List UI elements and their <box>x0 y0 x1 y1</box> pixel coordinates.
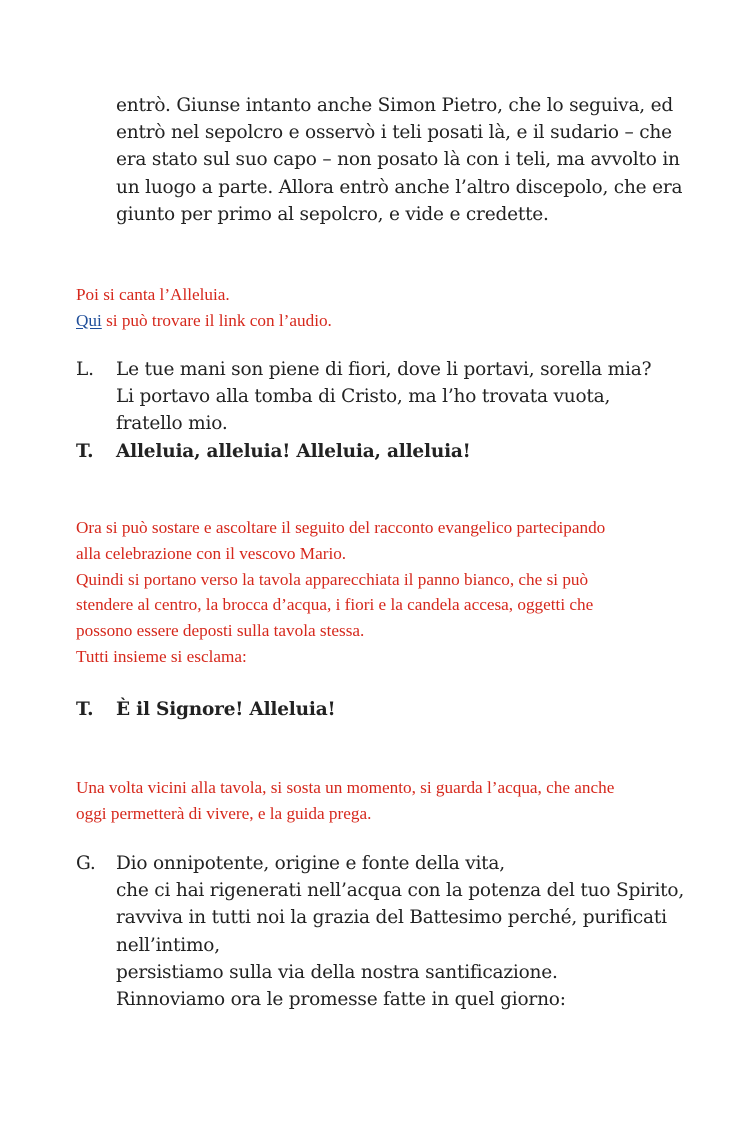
dialog-line <box>76 410 676 437</box>
rubric-line: Una volta vicini alla tavola, si sosta un momento, si guarda l’acqua, che anche <box>76 778 615 797</box>
rubric-line: Tutti insieme si esclama: <box>76 646 247 666</box>
speaker-guide: G. <box>76 853 96 874</box>
speaker-all: T. <box>76 440 94 462</box>
dialog-line <box>76 383 676 410</box>
rubric-link-suffix: si può trovare il link con l’audio. <box>101 310 332 330</box>
speaker-leader: L. <box>76 359 94 380</box>
gospel-line: era stato sul suo capo – non posato là con i teli, ma avvolto in <box>116 149 680 171</box>
prayer-text: persistiamo sulla via della nostra santificazione. <box>116 961 558 983</box>
rubric-line <box>76 308 676 334</box>
prayer-text: che ci hai rigenerati nell’acqua con la potenza del tuo Spirito, <box>116 880 685 902</box>
rubric-line: possono essere deposti sulla tavola stessa. <box>76 621 365 641</box>
prayer-text: Rinnoviamo ora le promesse fatte in quel giorno: <box>116 988 566 1010</box>
rubric-line: Poi si canta l’Alleluia. <box>76 285 230 304</box>
dialog-line <box>76 438 676 465</box>
dialog-line <box>76 877 685 904</box>
rubric-water <box>76 775 676 827</box>
prayer <box>76 850 685 1013</box>
rubric-line: oggi permetterà di vivere, e la guida prega. <box>76 803 372 823</box>
dialog-line <box>76 850 676 877</box>
dialog-line <box>76 932 676 959</box>
dialog-line <box>76 356 676 383</box>
leader-text: fratello mio. <box>116 413 228 435</box>
dialog-line <box>76 959 676 986</box>
prayer-text: nell’intimo, <box>116 934 220 956</box>
rubric-line: Quindi si portano verso la tavola apparecchiata il panno bianco, che si può <box>76 569 589 589</box>
alleluia-dialog <box>76 356 676 465</box>
audio-link[interactable]: Qui <box>76 310 102 330</box>
rubric-line: alla celebrazione con il vescovo Mario. <box>76 543 347 563</box>
acclamation-text: È il Signore! Alleluia! <box>116 699 336 720</box>
leader-text: Le tue mani son piene di fiori, dove li portavi, sorella mia? <box>116 359 652 380</box>
rubric-line: Ora si può sostare e ascoltare il seguito del racconto evangelico partecipando <box>76 518 606 537</box>
rubric-table <box>76 515 676 670</box>
acclamation <box>76 696 676 723</box>
gospel-line: un luogo a parte. Allora entrò anche l’altro discepolo, che era <box>116 176 683 198</box>
rubric-line: stendere al centro, la brocca d’acqua, i fiori e la candela accesa, oggetti che <box>76 595 594 615</box>
dialog-line <box>76 904 676 931</box>
prayer-text: ravviva in tutti noi la grazia del Battesimo perché, purificati <box>116 907 667 929</box>
leader-text: Li portavo alla tomba di Cristo, ma l’ho trovata vuota, <box>116 386 611 408</box>
dialog-line <box>76 696 676 723</box>
prayer-text: Dio onnipotente, origine e fonte della vita, <box>116 853 505 874</box>
gospel-line: giunto per primo al sepolcro, e vide e credette. <box>116 203 549 225</box>
all-response: Alleluia, alleluia! Alleluia, alleluia! <box>116 440 471 462</box>
gospel-line: entrò nel sepolcro e osservò i teli posati là, e il sudario – che <box>116 122 672 144</box>
gospel-line: entrò. Giunse intanto anche Simon Pietro, che lo seguiva, ed <box>116 95 674 116</box>
gospel-paragraph <box>116 92 683 228</box>
dialog-line <box>76 986 676 1013</box>
rubric-alleluia <box>76 282 676 334</box>
speaker-all: T. <box>76 699 94 720</box>
